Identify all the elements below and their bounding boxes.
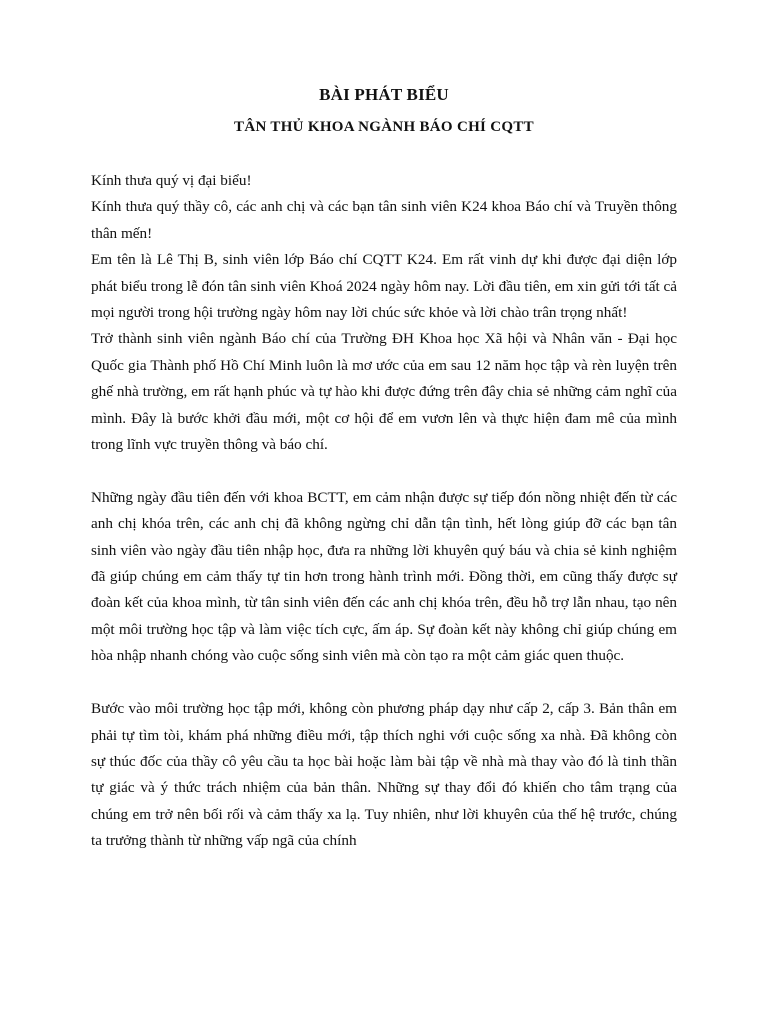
paragraph-introduction: Em tên là Lê Thị B, sinh viên lớp Báo chí CQTT K24. Em rất vinh dự khi được đại diện lớp phát biểu trong lễ đón tân sinh viên Khoá 2024 ngày hôm nay. Lời đầu tiên, em xin gửi tới tất cả mọi người trong hội trường ngày hôm nay lời chúc sức khỏe và lời chào trân trọng nhất! — [91, 251, 677, 322]
salutation-guests: Kính thưa quý vị đại biểu! — [91, 172, 252, 189]
document-title: BÀI PHÁT BIỂU — [319, 85, 449, 104]
paragraph-new-environment: Bước vào môi trường học tập mới, không còn phương pháp dạy như cấp 2, cấp 3. Bản thân em phải tự tìm tòi, khám phá những điều mới, tập thích nghi với cuộc sống xa nhà. Đã không còn sự thúc đốc của thầy cô yêu cầu ta học bài hoặc làm bài tập về nhà mà thay vào đó là tinh thần tự giác và ý thức trách nhiệm của bản thân. Những sự thay đổi đó khiến cho tâm trạng của chúng em trở nên bối rối và cảm thấy xa lạ. Tuy nhiên, như lời khuyên của thế hệ trước, chúng ta trưởng thành từ những vấp ngã của chính — [91, 700, 677, 850]
document-subtitle: TÂN THỦ KHOA NGÀNH BÁO CHÍ CQTT — [234, 119, 534, 135]
speech-body — [91, 168, 677, 855]
paragraph-dream: Trở thành sinh viên ngành Báo chí của Trường ĐH Khoa học Xã hội và Nhân văn - Đại học Quốc gia Thành phố Hồ Chí Minh luôn là mơ ước của em sau 12 năm học tập và rèn luyện trên ghế nhà trường, em rất hạnh phúc và tự hào khi được đứng trên đây chia sẻ những cảm nghĩ của mình. Đây là bước khởi đầu mới, một cơ hội để em vươn lên và thực hiện đam mê của mình trong lĩnh vực truyền thông và báo chí. — [91, 330, 677, 454]
paragraph-first-days: Những ngày đầu tiên đến với khoa BCTT, em cảm nhận được sự tiếp đón nồng nhiệt đến từ các anh chị khóa trên, các anh chị đã không ngừng chỉ dẫn tận tình, hết lòng giúp đỡ các bạn tân sinh viên vào ngày đầu tiên nhập học, đưa ra những lời khuyên quý báu và chia sẻ kinh nghiệm đã giúp chúng em cảm thấy tự tin hơn trong hành trình mới. Đồng thời, em cũng thấy được sự đoàn kết của khoa mình, từ tân sinh viên đến các anh chị khóa trên, đều hỗ trợ lẫn nhau, tạo nên một môi trường học tập và làm việc tích cực, ấm áp. Sự đoàn kết này không chỉ giúp chúng em hòa nhập nhanh chóng vào cuộc sống sinh viên mà còn tạo ra một cảm giác quen thuộc. — [91, 488, 677, 665]
salutation-teachers: Kính thưa quý thầy cô, các anh chị và các bạn tân sinh viên K24 khoa Báo chí và Truyền thông thân mến! — [91, 198, 677, 242]
